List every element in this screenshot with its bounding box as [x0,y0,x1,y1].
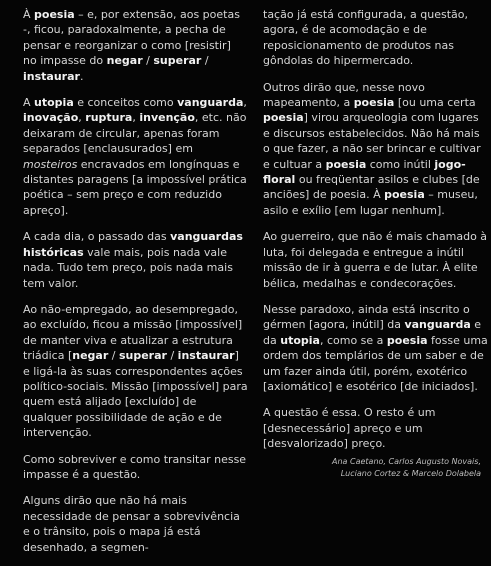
text-run: [ou uma certa [394,96,476,110]
authors-credit [332,456,481,480]
emphasis-bold: negar [106,54,143,68]
text-run: A cada dia, o passado das [23,230,171,244]
text-run: encravados em longínquas e distantes paragens [a impossível prática poética – sem preço e com reduzido apreço]. [23,157,247,217]
emphasis-bold: instaurar [23,69,80,83]
paragraph [23,229,248,291]
text-run: / [142,54,154,68]
text-run: ] e ligá-la às suas correspondentes ações político-sociais. Missão [impossível] para quem está alijado [excluído] de qualquer possibilidade de ação e de intervenção. [23,349,248,440]
emphasis-bold: poesia [263,111,304,125]
paragraph [263,229,488,291]
text-run: Outros dirão que, nesse novo mapeamento, a [263,80,425,110]
text-run: , etc. não deixaram de circular, apenas foram separados [enclausurados] em [23,111,247,156]
emphasis-bold: invenção [139,111,195,125]
emphasis-bold: poesia [386,333,428,347]
text-run: Alguns dirão que não há mais necessidade de pensar a sobrevivência e o trânsito, pois o mapa já está desenhado, a segmen- [23,494,240,554]
paragraph [23,452,248,483]
emphasis-bold: inovação [23,111,79,125]
paragraph [263,405,488,451]
emphasis-bold: poesia [353,96,395,110]
emphasis-bold: ruptura [85,111,133,125]
text-run: ] virou arqueologia com lugares e discursos estabelecidos. Não há mais o que fazer, a não ser brincar e cultivar e cultuar a [263,111,481,171]
emphasis-bold: superar [118,349,167,363]
text-run: / [166,349,178,363]
paragraph [263,302,488,394]
text-run: Ao não-empregado, ao desempregado, ao excluído, ficou a missão [impossível] de manter viva e atualizar a estrutura triádica [ [23,302,243,363]
text-run: / [201,54,209,68]
text-run: . [79,69,84,83]
credit-line: Ana Caetano, Carlos Augusto Novais, [332,457,481,466]
text-run: A questão é essa. O resto é um [desnecessário] apreço e um [desvalorizado] preço. [263,406,436,451]
text-run: Nesse paradoxo, ainda está inscrito o gérmen [agora, inútil] da [263,302,470,332]
paragraph [23,493,248,555]
text-run: / [108,349,119,363]
emphasis-bold: negar [72,349,109,363]
text-run: , [243,96,247,110]
text-run: vale mais, pois nada vale nada. Tudo tem preço, pois nada mais tem valor. [23,245,233,290]
emphasis-bold: instaurar [177,349,235,363]
text-run: À [23,8,35,21]
paragraph [263,80,488,219]
text-run: – museu, asilo e exílio [em lugar nenhum]. [263,188,478,217]
paragraph [23,7,248,84]
text-run: Ao guerreiro, que não é mais chamado à luta, foi delegada e entregue a inútil missão de ir à guerra e de lutar. À elite bélica, medalhas e condecorações. [263,230,488,290]
paragraph [23,95,248,218]
emphasis-bold: vanguarda [404,318,471,332]
emphasis-bold: utopia [34,96,74,110]
text-run: Como sobreviver e como transitar nesse impasse é a questão. [23,452,247,481]
text-run: , [132,111,140,125]
emphasis-bold: poesia [325,157,367,171]
text-run: tação já está configurada, a questão, agora, é de acomodação e de reposicionamento de produtos nas gôndolas do hipermercado. [263,8,468,68]
text-run: – e, por extensão, aos poetas -, ficou, paradoxalmente, a pecha de pensar e reorganizar o como [resistir] no impasse do [23,8,240,68]
left-column [23,7,248,566]
text-run: , [78,111,86,125]
text-run: como inútil [366,157,435,171]
emphasis-bold: poesia [384,188,425,202]
text-run: ou freqüentar asilos e clubes [de anciões] de poesia. À [263,173,480,202]
text-run: e conceitos como [73,96,178,110]
emphasis-italic: mosteiros [23,157,78,171]
credit-line: Luciano Cortez & Marcelo Dolabela [340,469,481,478]
emphasis-bold: superar [153,54,202,68]
paragraph [263,7,488,69]
emphasis-bold: vanguardas históricas [23,230,243,259]
emphasis-bold: poesia [34,8,75,21]
text-run: e da [263,318,482,347]
text-run: fosse uma ordem dos templários de um saber e de um fazer ainda útil, porém, exotérico [axiomático] e esotérico [de iniciados]. [263,333,488,393]
emphasis-bold: utopia [280,333,320,347]
paragraph [23,302,248,441]
text-run: A [23,96,35,110]
text-run: , como se a [319,333,387,347]
emphasis-bold: jogo-floral [263,157,466,187]
emphasis-bold: vanguarda [177,96,244,110]
right-column [263,7,488,463]
